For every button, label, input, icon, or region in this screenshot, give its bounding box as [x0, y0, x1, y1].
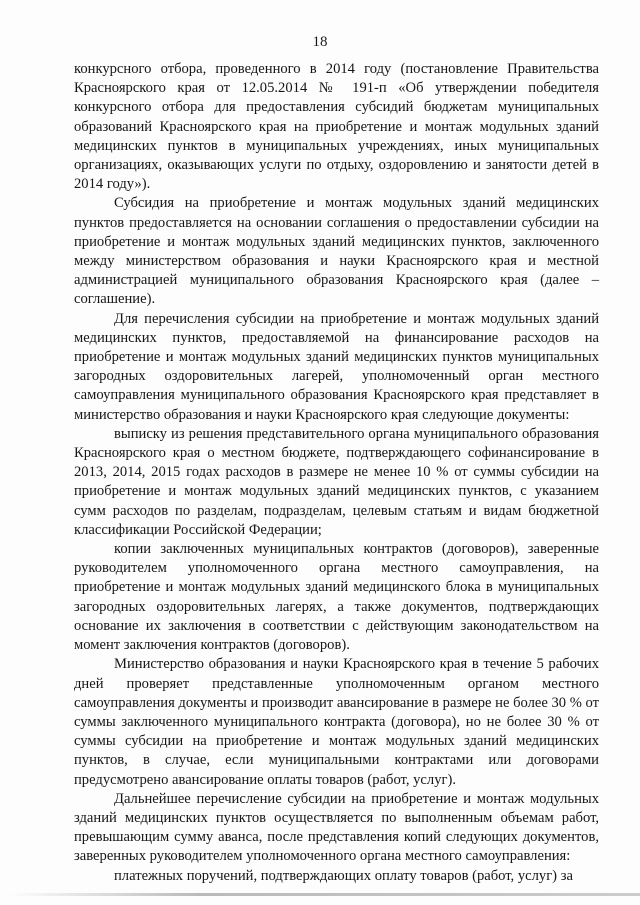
paragraph-5: копии заключенных муниципальных контрактов (договоров), заверенные руководителем уполномоченного органа местного самоуправления, на приобретение и монтаж модульных зданий медицинского блока в муниципальных загородных оздоровительных лагерях, а также документов, подтверждающих основание их заключения в соответствии с действующим законодательством на момент заключения контрактов (договоров).	[74, 541, 599, 654]
document-body	[74, 60, 599, 886]
paragraph-7: Дальнейшее перечисление субсидии на приобретение и монтаж модульных зданий медицинских пунктов осуществляется по выполненным объемам работ, превышающим сумму аванса, после представления копий следующих документов, заверенных руководителем уполномоченного органа местного самоуправления:	[74, 790, 599, 865]
paragraph-4: выписку из решения представительного органа муниципального образования Красноярского края о местном бюджете, подтверждающего софинансирование в 2013, 2014, 2015 годах расходов в размере не менее 10 % от суммы субсидии на приобретение и монтаж модульных зданий медицинских пунктов, с указанием сумм расходов по разделам, подразделам, целевым статьям и видам бюджетной классификации Российской Федерации;	[74, 425, 599, 538]
paragraph-6: Министерство образования и науки Красноярского края в течение 5 рабочих дней проверяет представленные уполномоченным органом местного самоуправления документы и производит авансирование в размере не более 30 % от суммы заключенного муниципального контракта (договора), но не более 30 % от суммы субсидии на приобретение и монтаж модульных зданий медицинских пунктов, в случае, если муниципальными контрактами или договорами предусмотрено авансирование оплаты товаров (работ, услуг).	[74, 656, 600, 788]
scan-shadow-edge	[10, 893, 640, 896]
page-number: 18	[312, 34, 328, 50]
paragraph-3: Для перечисления субсидии на приобретение и монтаж модульных зданий медицинских пунктов, предоставляемой на финансирование расходов на приобретение и монтаж модульных зданий медицинских пунктов муниципальных загородных оздоровительных лагерей, уполномоченный орган местного самоуправления муниципального образования Красноярского края представляет в министерство образования и науки Красноярского края следующие документы:	[74, 310, 599, 423]
paragraph-8: платежных поручений, подтверждающих оплату товаров (работ, услуг) за	[114, 867, 573, 884]
paragraph-1: конкурсного отбора, проведенного в 2014 году (постановление Правительства Красноярского края от 12.05.2014 № 191-п «Об утверждении победителя конкурсного отбора для предоставления субсидий бюджетам муниципальных образований Красноярского края на приобретение и монтаж модульных зданий медицинских пунктов в муниципальных учреждениях, иных муниципальных организациях, оказывающих услуги по отдыху, оздоровлению и занятости детей в 2014 году»).	[74, 61, 599, 193]
paragraph-2: Субсидия на приобретение и монтаж модульных зданий медицинских пунктов предоставляется на основании соглашения о предоставлении субсидии на приобретение и монтаж модульных зданий медицинских пунктов, заключенного между министерством образования и науки Красноярского края и местной администрацией муниципального образования Красноярского края (далее – соглашение).	[74, 195, 599, 308]
